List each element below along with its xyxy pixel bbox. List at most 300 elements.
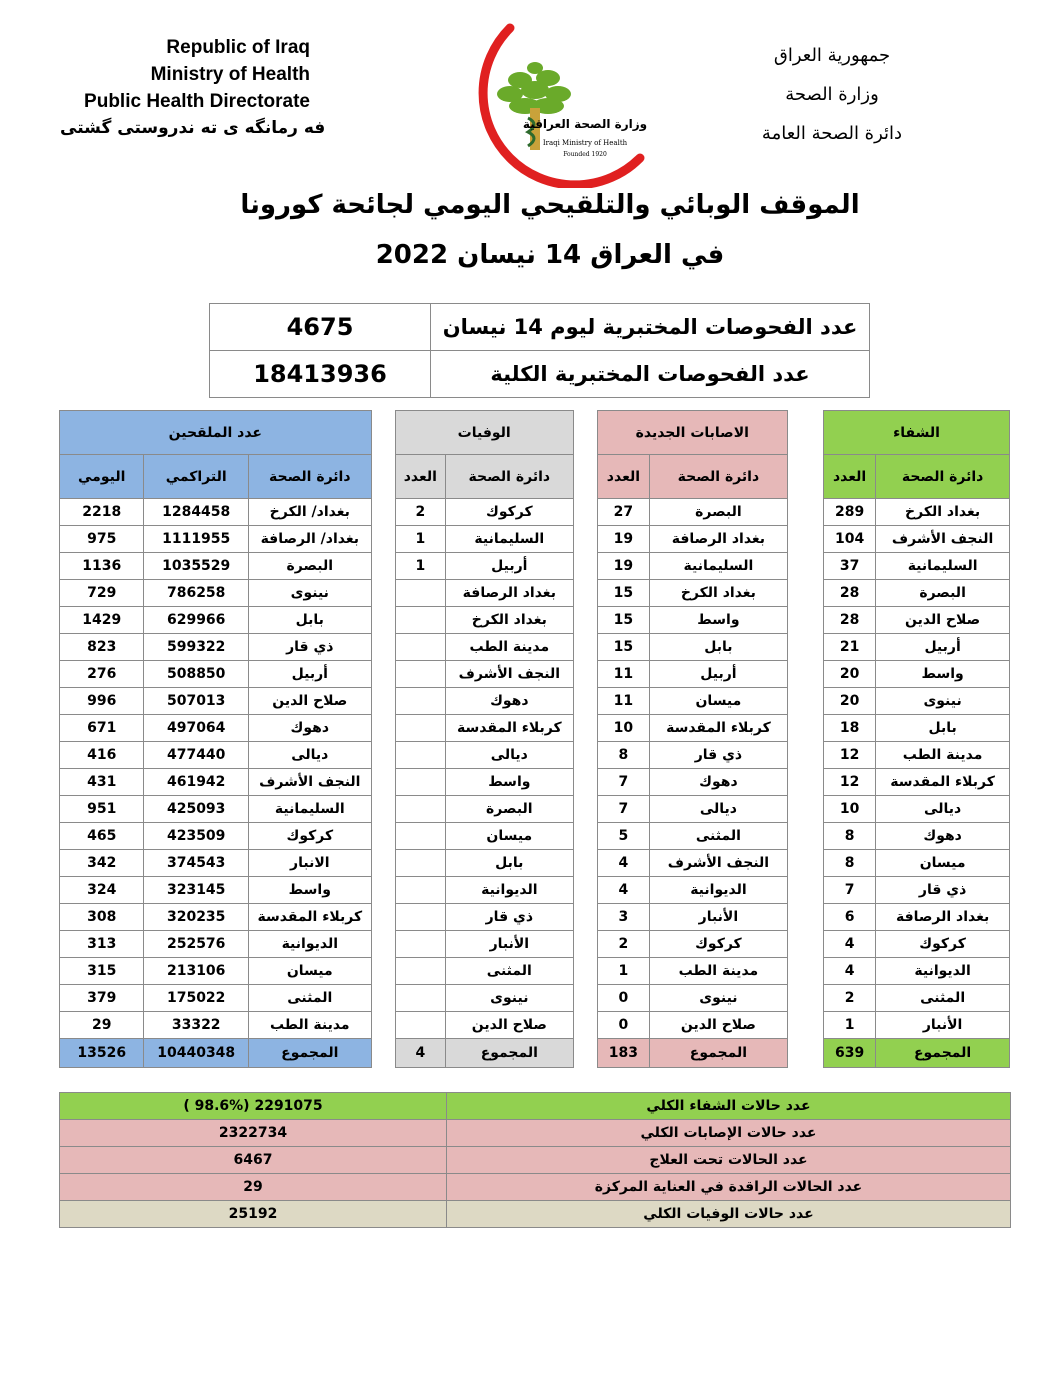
- column-gap: [787, 985, 823, 1012]
- vac-cumulative-cell: 497064: [144, 715, 249, 742]
- vac-directorate-cell: واسط: [248, 877, 371, 904]
- new-count-cell: 15: [597, 580, 649, 607]
- ministry-logo: [440, 8, 660, 188]
- vac-directorate-cell: بغداد/ الرصافة: [248, 526, 371, 553]
- column-gap: [573, 904, 597, 931]
- deaths-directorate-cell: البصرة: [445, 796, 573, 823]
- column-gap: [787, 1012, 823, 1039]
- vac-cumulative-header: التراكمي: [144, 455, 249, 499]
- vac-daily-cell: 342: [60, 850, 144, 877]
- new-count-cell: 8: [597, 742, 649, 769]
- vac-directorate-cell: ذي قار: [248, 634, 371, 661]
- deaths-directorate-cell: كركوك: [445, 499, 573, 526]
- total-tests-row: [210, 351, 870, 398]
- new-count-cell: 2: [597, 931, 649, 958]
- vac-cumulative-cell: 507013: [144, 688, 249, 715]
- rec-count-cell: 28: [823, 580, 875, 607]
- deaths-count-cell: [395, 580, 445, 607]
- column-gap: [371, 877, 395, 904]
- deaths-directorate-cell: الأنبار: [445, 931, 573, 958]
- rec-directorate-cell: المثنى: [876, 985, 1010, 1012]
- deaths-directorate-header: دائرة الصحة: [445, 455, 573, 499]
- column-gap: [371, 661, 395, 688]
- vac-cumulative-cell: 508850: [144, 661, 249, 688]
- rec-directorate-cell: صلاح الدين: [876, 607, 1010, 634]
- deaths-count-cell: [395, 769, 445, 796]
- summary-label: عدد حالات الشفاء الكلي: [447, 1093, 1011, 1120]
- header-arabic: [712, 36, 952, 153]
- column-gap: [573, 553, 597, 580]
- summary-value: 6467: [60, 1147, 447, 1174]
- deaths-count-cell: [395, 877, 445, 904]
- vac-cumulative-total: 10440348: [144, 1039, 249, 1068]
- vac-daily-cell: 276: [60, 661, 144, 688]
- table-row: [60, 499, 1010, 526]
- column-gap: [573, 769, 597, 796]
- header-en-line-4: فه رمانگه ى ته ندروستى گشتى: [60, 118, 326, 138]
- vac-cumulative-cell: 1111955: [144, 526, 249, 553]
- column-gap: [787, 769, 823, 796]
- vac-cumulative-cell: 461942: [144, 769, 249, 796]
- table-row: [60, 904, 1010, 931]
- new-directorate-cell: كركوك: [650, 931, 788, 958]
- rec-count-cell: 12: [823, 742, 875, 769]
- vac-directorate-cell: صلاح الدين: [248, 688, 371, 715]
- new-count-cell: 3: [597, 904, 649, 931]
- column-gap: [371, 634, 395, 661]
- table-row: [60, 931, 1010, 958]
- deaths-directorate-cell: نينوى: [445, 985, 573, 1012]
- deaths-directorate-cell: دهوك: [445, 688, 573, 715]
- rec-count-cell: 4: [823, 931, 875, 958]
- rec-directorate-cell: نينوى: [876, 688, 1010, 715]
- header-ar-line-2: وزارة الصحة: [785, 84, 879, 105]
- deaths-total-label: المجموع: [445, 1039, 573, 1068]
- vac-total-label: المجموع: [248, 1039, 371, 1068]
- deaths-section-header: الوفيات: [395, 411, 573, 455]
- column-gap: [787, 634, 823, 661]
- table-row: [60, 742, 1010, 769]
- column-gap: [787, 904, 823, 931]
- summary-body: [60, 1093, 1011, 1228]
- header-en-line-3: Public Health Directorate: [84, 91, 310, 112]
- new-count-cell: 1: [597, 958, 649, 985]
- tree-icon: [497, 62, 571, 150]
- rec-directorate-cell: البصرة: [876, 580, 1010, 607]
- vac-daily-cell: 729: [60, 580, 144, 607]
- vac-directorate-cell: الديوانية: [248, 931, 371, 958]
- deaths-directorate-cell: السليمانية: [445, 526, 573, 553]
- logo-name-ar: وزارة الصحة العراقية: [522, 117, 648, 131]
- vac-daily-header: اليومي: [60, 455, 144, 499]
- column-gap: [787, 796, 823, 823]
- vac-directorate-cell: السليمانية: [248, 796, 371, 823]
- rec-count-cell: 12: [823, 769, 875, 796]
- vac-directorate-cell: البصرة: [248, 553, 371, 580]
- rec-count-cell: 6: [823, 904, 875, 931]
- column-gap: [573, 931, 597, 958]
- logo-name-en: Iraqi Ministry of Health: [542, 139, 628, 147]
- deaths-count-cell: [395, 985, 445, 1012]
- new-count-cell: 4: [597, 850, 649, 877]
- vac-daily-cell: 1136: [60, 553, 144, 580]
- rec-directorate-cell: كركوك: [876, 931, 1010, 958]
- vac-directorate-cell: أربيل: [248, 661, 371, 688]
- column-gap: [371, 1039, 395, 1068]
- column-gap: [787, 742, 823, 769]
- daily-tests-label: عدد الفحوصات المختبرية ليوم 14 نيسان: [431, 304, 870, 351]
- column-gap: [787, 877, 823, 904]
- new-cases-total: 183: [597, 1039, 649, 1068]
- vac-cumulative-cell: 320235: [144, 904, 249, 931]
- rec-count-cell: 20: [823, 661, 875, 688]
- new-directorate-cell: دهوك: [650, 769, 788, 796]
- rec-directorate-cell: ذي قار: [876, 877, 1010, 904]
- deaths-count-header: العدد: [395, 455, 445, 499]
- header-english: [60, 34, 326, 142]
- deaths-count-cell: [395, 607, 445, 634]
- column-gap: [787, 715, 823, 742]
- deaths-count-cell: [395, 715, 445, 742]
- section-header-row: [60, 411, 1010, 455]
- vac-cumulative-cell: 477440: [144, 742, 249, 769]
- rec-directorate-cell: مدينة الطب: [876, 742, 1010, 769]
- recovery-total: 639: [823, 1039, 875, 1068]
- new-count-cell: 19: [597, 526, 649, 553]
- summary-label: عدد حالات الوفيات الكلي: [447, 1201, 1011, 1228]
- table-row: [60, 958, 1010, 985]
- deaths-directorate-cell: بغداد الكرخ: [445, 607, 573, 634]
- vac-cumulative-cell: 786258: [144, 580, 249, 607]
- deaths-count-cell: [395, 742, 445, 769]
- vac-daily-total: 13526: [60, 1039, 144, 1068]
- rec-count-cell: 18: [823, 715, 875, 742]
- vac-directorate-cell: المثنى: [248, 985, 371, 1012]
- new-directorate-cell: الأنبار: [650, 904, 788, 931]
- header-en-line-2: Ministry of Health: [150, 64, 310, 85]
- new-cases-section-header: الاصابات الجديدة: [597, 411, 787, 455]
- lab-tests-table: [209, 303, 870, 398]
- total-tests-value: 18413936: [210, 351, 431, 398]
- vac-daily-cell: 416: [60, 742, 144, 769]
- deaths-directorate-cell: واسط: [445, 769, 573, 796]
- rec-count-cell: 289: [823, 499, 875, 526]
- rec-directorate-cell: الأنبار: [876, 1012, 1010, 1039]
- new-directorate-cell: البصرة: [650, 499, 788, 526]
- vac-cumulative-cell: 629966: [144, 607, 249, 634]
- vac-directorate-cell: ديالى: [248, 742, 371, 769]
- deaths-directorate-cell: النجف الأشرف: [445, 661, 573, 688]
- vac-daily-cell: 315: [60, 958, 144, 985]
- column-gap: [371, 1012, 395, 1039]
- rec-count-cell: 104: [823, 526, 875, 553]
- rec-directorate-cell: السليمانية: [876, 553, 1010, 580]
- table-row: [60, 580, 1010, 607]
- column-gap: [787, 499, 823, 526]
- vac-cumulative-cell: 175022: [144, 985, 249, 1012]
- column-gap: [787, 1039, 823, 1068]
- vac-daily-cell: 29: [60, 1012, 144, 1039]
- table-row: [60, 634, 1010, 661]
- daily-status-table: [59, 410, 1010, 1068]
- deaths-directorate-cell: بابل: [445, 850, 573, 877]
- column-gap: [371, 580, 395, 607]
- rec-count-cell: 8: [823, 823, 875, 850]
- vac-directorate-cell: ميسان: [248, 958, 371, 985]
- new-count-header: العدد: [597, 455, 649, 499]
- column-gap: [371, 931, 395, 958]
- daily-tests-row: [210, 304, 870, 351]
- rec-directorate-cell: دهوك: [876, 823, 1010, 850]
- table-row: [60, 553, 1010, 580]
- header-en-line-1: Republic of Iraq: [166, 37, 310, 58]
- column-gap: [573, 985, 597, 1012]
- column-gap: [573, 823, 597, 850]
- rec-directorate-cell: كربلاء المقدسة: [876, 769, 1010, 796]
- table-row: [60, 715, 1010, 742]
- vac-daily-cell: 1429: [60, 607, 144, 634]
- totals-row: [60, 1039, 1010, 1068]
- column-gap: [371, 455, 395, 499]
- summary-label: عدد الحالات الراقدة في العناية المركزة: [447, 1174, 1011, 1201]
- logo-founded: Founded 1920: [563, 151, 607, 158]
- vac-daily-cell: 671: [60, 715, 144, 742]
- vac-daily-cell: 975: [60, 526, 144, 553]
- rec-count-cell: 8: [823, 850, 875, 877]
- vac-cumulative-cell: 213106: [144, 958, 249, 985]
- rec-directorate-cell: واسط: [876, 661, 1010, 688]
- new-directorate-cell: واسط: [650, 607, 788, 634]
- deaths-directorate-cell: كربلاء المقدسة: [445, 715, 573, 742]
- summary-table: [59, 1092, 1011, 1228]
- column-gap: [573, 796, 597, 823]
- vac-daily-cell: 324: [60, 877, 144, 904]
- vac-cumulative-cell: 252576: [144, 931, 249, 958]
- new-count-cell: 15: [597, 634, 649, 661]
- table-row: [60, 877, 1010, 904]
- new-count-cell: 19: [597, 553, 649, 580]
- column-gap: [573, 607, 597, 634]
- rec-directorate-cell: بغداد الرصافة: [876, 904, 1010, 931]
- rec-count-cell: 10: [823, 796, 875, 823]
- rec-count-cell: 1: [823, 1012, 875, 1039]
- deaths-directorate-cell: بغداد الرصافة: [445, 580, 573, 607]
- column-gap: [371, 958, 395, 985]
- column-gap: [787, 661, 823, 688]
- new-directorate-cell: المثنى: [650, 823, 788, 850]
- table-row: [60, 823, 1010, 850]
- column-gap: [371, 688, 395, 715]
- deaths-count-cell: [395, 958, 445, 985]
- deaths-count-cell: [395, 796, 445, 823]
- vac-directorate-cell: بغداد/ الكرخ: [248, 499, 371, 526]
- table-body: [60, 499, 1010, 1039]
- new-directorate-cell: ميسان: [650, 688, 788, 715]
- column-gap: [371, 823, 395, 850]
- summary-label: عدد حالات الإصابات الكلي: [447, 1120, 1011, 1147]
- column-gap: [787, 607, 823, 634]
- column-gap: [371, 553, 395, 580]
- new-directorate-cell: النجف الأشرف: [650, 850, 788, 877]
- column-gap: [787, 850, 823, 877]
- summary-row: [60, 1120, 1011, 1147]
- new-directorate-cell: ديالى: [650, 796, 788, 823]
- vaccinated-section-header: عدد الملقحين: [60, 411, 372, 455]
- new-count-cell: 0: [597, 1012, 649, 1039]
- new-directorate-cell: ذي قار: [650, 742, 788, 769]
- vac-directorate-cell: كركوك: [248, 823, 371, 850]
- rec-count-cell: 20: [823, 688, 875, 715]
- column-gap: [787, 411, 823, 455]
- table-row: [60, 769, 1010, 796]
- page-title: الموقف الوبائي والتلقيحي اليومي لجائحة كورونا: [240, 190, 860, 220]
- rec-total-label: المجموع: [876, 1039, 1010, 1068]
- deaths-count-cell: [395, 1012, 445, 1039]
- column-gap: [371, 985, 395, 1012]
- vac-daily-cell: 823: [60, 634, 144, 661]
- column-gap: [787, 823, 823, 850]
- deaths-count-cell: [395, 688, 445, 715]
- table-row: [60, 985, 1010, 1012]
- deaths-directorate-cell: الديوانية: [445, 877, 573, 904]
- table-row: [60, 688, 1010, 715]
- new-count-cell: 11: [597, 688, 649, 715]
- vac-daily-cell: 308: [60, 904, 144, 931]
- new-directorate-cell: بابل: [650, 634, 788, 661]
- new-count-cell: 5: [597, 823, 649, 850]
- summary-label: عدد الحالات تحت العلاج: [447, 1147, 1011, 1174]
- rec-directorate-cell: بغداد الكرخ: [876, 499, 1010, 526]
- column-gap: [573, 850, 597, 877]
- table-row: [60, 526, 1010, 553]
- vac-daily-cell: 313: [60, 931, 144, 958]
- column-gap: [371, 742, 395, 769]
- column-gap: [371, 904, 395, 931]
- table-row: [60, 850, 1010, 877]
- vac-daily-cell: 951: [60, 796, 144, 823]
- column-gap: [787, 580, 823, 607]
- column-gap: [787, 526, 823, 553]
- daily-tests-value: 4675: [210, 304, 431, 351]
- deaths-count-cell: [395, 931, 445, 958]
- column-gap: [787, 688, 823, 715]
- new-count-cell: 27: [597, 499, 649, 526]
- new-directorate-cell: كربلاء المقدسة: [650, 715, 788, 742]
- column-gap: [371, 411, 395, 455]
- new-count-cell: 11: [597, 661, 649, 688]
- vac-directorate-cell: الانبار: [248, 850, 371, 877]
- table-row: [60, 796, 1010, 823]
- new-directorate-header: دائرة الصحة: [650, 455, 788, 499]
- new-directorate-cell: نينوى: [650, 985, 788, 1012]
- vac-cumulative-cell: 423509: [144, 823, 249, 850]
- column-gap: [573, 1039, 597, 1068]
- rec-count-header: العدد: [823, 455, 875, 499]
- vac-directorate-header: دائرة الصحة: [248, 455, 371, 499]
- column-gap: [573, 742, 597, 769]
- column-gap: [573, 499, 597, 526]
- deaths-total: 4: [395, 1039, 445, 1068]
- rec-count-cell: 37: [823, 553, 875, 580]
- summary-row: [60, 1201, 1011, 1228]
- deaths-count-cell: [395, 904, 445, 931]
- summary-row: [60, 1093, 1011, 1120]
- column-gap: [371, 607, 395, 634]
- header-ar-line-3: دائرة الصحة العامة: [761, 123, 903, 144]
- deaths-count-cell: [395, 661, 445, 688]
- new-directorate-cell: مدينة الطب: [650, 958, 788, 985]
- summary-row: [60, 1147, 1011, 1174]
- summary-value: 29: [60, 1174, 447, 1201]
- rec-count-cell: 2: [823, 985, 875, 1012]
- deaths-count-cell: 1: [395, 526, 445, 553]
- column-gap: [573, 455, 597, 499]
- column-gap: [371, 499, 395, 526]
- column-gap: [787, 931, 823, 958]
- column-gap: [573, 411, 597, 455]
- new-directorate-cell: بغداد الكرخ: [650, 580, 788, 607]
- rec-count-cell: 28: [823, 607, 875, 634]
- deaths-count-cell: 1: [395, 553, 445, 580]
- vac-daily-cell: 2218: [60, 499, 144, 526]
- rec-directorate-cell: النجف الأشرف: [876, 526, 1010, 553]
- new-count-cell: 7: [597, 769, 649, 796]
- vac-daily-cell: 996: [60, 688, 144, 715]
- rec-directorate-cell: ميسان: [876, 850, 1010, 877]
- deaths-directorate-cell: مدينة الطب: [445, 634, 573, 661]
- vac-directorate-cell: بابل: [248, 607, 371, 634]
- vac-directorate-cell: النجف الأشرف: [248, 769, 371, 796]
- column-header-row: [60, 455, 1010, 499]
- new-directorate-cell: أربيل: [650, 661, 788, 688]
- new-count-cell: 4: [597, 877, 649, 904]
- deaths-directorate-cell: ديالى: [445, 742, 573, 769]
- deaths-count-cell: [395, 850, 445, 877]
- vac-cumulative-cell: 1035529: [144, 553, 249, 580]
- rec-directorate-cell: الديوانية: [876, 958, 1010, 985]
- new-directorate-cell: الديوانية: [650, 877, 788, 904]
- column-gap: [371, 850, 395, 877]
- column-gap: [573, 634, 597, 661]
- deaths-count-cell: 2: [395, 499, 445, 526]
- vac-daily-cell: 465: [60, 823, 144, 850]
- column-gap: [573, 715, 597, 742]
- new-directorate-cell: بغداد الرصافة: [650, 526, 788, 553]
- rec-directorate-cell: بابل: [876, 715, 1010, 742]
- new-directorate-cell: صلاح الدين: [650, 1012, 788, 1039]
- column-gap: [573, 1012, 597, 1039]
- vac-cumulative-cell: 374543: [144, 850, 249, 877]
- summary-value: ( 98.6%) 2291075: [60, 1093, 447, 1120]
- vac-directorate-cell: نينوى: [248, 580, 371, 607]
- deaths-directorate-cell: ميسان: [445, 823, 573, 850]
- column-gap: [371, 796, 395, 823]
- new-count-cell: 7: [597, 796, 649, 823]
- vac-cumulative-cell: 323145: [144, 877, 249, 904]
- column-gap: [573, 526, 597, 553]
- deaths-count-cell: [395, 823, 445, 850]
- column-gap: [573, 877, 597, 904]
- rec-directorate-header: دائرة الصحة: [876, 455, 1010, 499]
- column-gap: [371, 715, 395, 742]
- column-gap: [573, 580, 597, 607]
- page-subtitle: في العراق 14 نيسان 2022: [375, 240, 725, 270]
- total-tests-label: عدد الفحوصات المختبرية الكلية: [431, 351, 870, 398]
- new-count-cell: 15: [597, 607, 649, 634]
- deaths-directorate-cell: أربيل: [445, 553, 573, 580]
- rec-count-cell: 21: [823, 634, 875, 661]
- deaths-directorate-cell: المثنى: [445, 958, 573, 985]
